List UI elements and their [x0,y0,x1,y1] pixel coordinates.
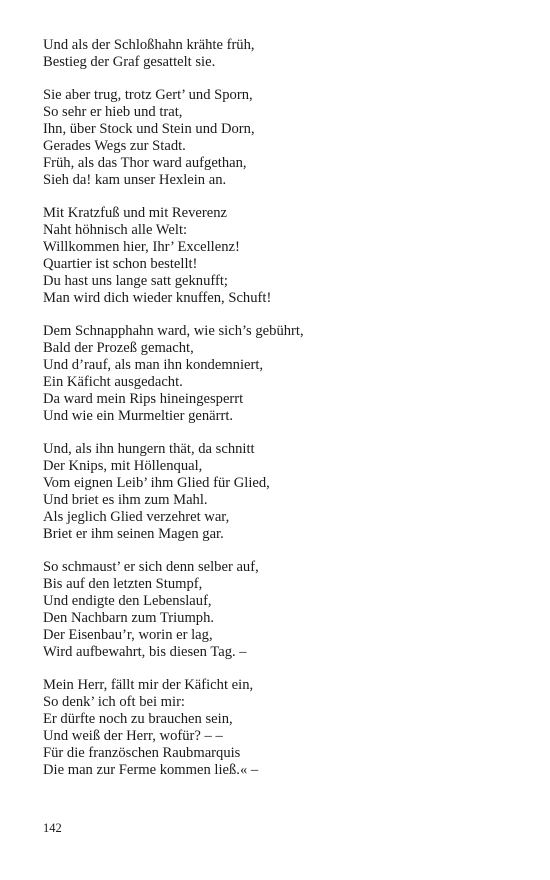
poem-line: Früh, als das Thor ward aufgethan, [43,155,247,171]
poem-line: Bestieg der Graf gesattelt sie. [43,54,216,70]
poem-line: Sieh da! kam unser Hexlein an. [43,172,227,188]
poem-line: Und weiß der Herr, wofür? – – [43,728,223,744]
poem-line: Da ward mein Rips hineingesperrt [43,391,244,407]
poem-line: Bis auf den letzten Stumpf, [43,576,203,592]
poem-line: Die man zur Ferme kommen ließ.« – [43,762,259,778]
poem-line: Man wird dich wieder knuffen, Schuft! [43,290,272,306]
poem-line: Gerades Wegs zur Stadt. [43,138,186,154]
poem-line: Den Nachbarn zum Triumph. [43,610,215,626]
poem-line: Bald der Prozeß gemacht, [43,340,194,356]
poem-line: Und wie ein Murmeltier genärrt. [43,408,234,424]
stanza-2 [43,87,523,189]
poem-line: Wird aufbewahrt, bis diesen Tag. – [43,644,247,660]
poem-text [43,37,523,795]
poem-line: Dem Schnapphahn ward, wie sich’s gebührt, [43,323,304,339]
stanza-3 [43,205,523,307]
poem-line: Quartier ist schon bestellt! [43,256,198,272]
stanza-7 [43,677,523,779]
stanza-1 [43,37,523,71]
poem-line: Der Knips, mit Höllenqual, [43,458,203,474]
poem-line: So schmaust’ er sich denn selber auf, [43,559,259,575]
poem-line: So denk’ ich oft bei mir: [43,694,185,710]
poem-line: Er dürfte noch zu brauchen sein, [43,711,233,727]
stanza-4 [43,323,523,425]
poem-line: Willkommen hier, Ihr’ Excellenz! [43,239,240,255]
poem-line: Für die französchen Raubmarquis [43,745,241,761]
stanza-5 [43,441,523,543]
poem-line: Und briet es ihm zum Mahl. [43,492,208,508]
poem-line: Mit Kratzfuß und mit Reverenz [43,205,227,221]
poem-line: Ein Käficht ausgedacht. [43,374,183,390]
stanza-6 [43,559,523,661]
poem-line: Und als der Schloßhahn krähte früh, [43,37,255,53]
poem-line: Naht höhnisch alle Welt: [43,222,188,238]
poem-line: Mein Herr, fällt mir der Käficht ein, [43,677,254,693]
poem-line: Briet er ihm seinen Magen gar. [43,526,224,542]
poem-line: Und, als ihn hungern thät, da schnitt [43,441,255,457]
poem-line: Du hast uns lange satt geknufft; [43,273,228,289]
poem-line: Und d’rauf, als man ihn kondemniert, [43,357,264,373]
poem-line: So sehr er hieb und trat, [43,104,183,120]
poem-line: Als jeglich Glied verzehret war, [43,509,230,525]
page-number: 142 [43,821,62,835]
poem-line: Sie aber trug, trotz Gert’ und Sporn, [43,87,253,103]
poem-line: Vom eignen Leib’ ihm Glied für Glied, [43,475,270,491]
poem-line: Der Eisenbau’r, worin er lag, [43,627,213,643]
poem-line: Und endigte den Lebenslauf, [43,593,212,609]
poem-line: Ihn, über Stock und Stein und Dorn, [43,121,255,137]
